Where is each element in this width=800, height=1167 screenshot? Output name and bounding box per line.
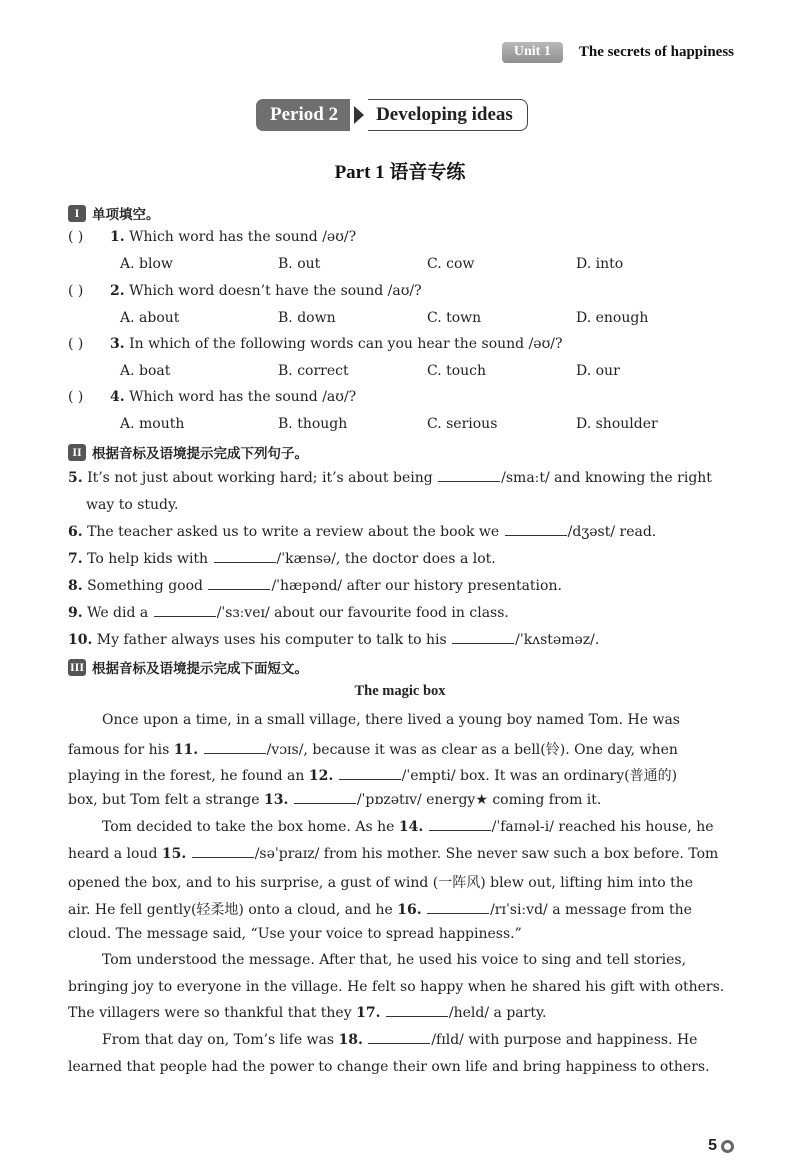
item-6: 6. The teacher asked us to write a review about the book we /dʒəst/ read. bbox=[68, 524, 657, 540]
unit-badge: Unit 1 bbox=[502, 42, 563, 63]
item-10: 10. My father always uses his computer to talk to his /ˈkʌstəməz/. bbox=[68, 632, 600, 648]
blank-13[interactable] bbox=[294, 792, 356, 804]
page-header bbox=[502, 42, 734, 63]
blank-6[interactable] bbox=[505, 524, 567, 536]
story-line-14: learned that people had the power to change their own life and bring happiness to others. bbox=[68, 1059, 710, 1075]
blank-8[interactable] bbox=[208, 578, 270, 590]
question-4: ( ) 4. Which word has the sound /aʊ/? bbox=[68, 389, 357, 405]
story-line-6: heard a loud 15. /səˈpraɪz/ from his mother. She never saw such a box before. Tom bbox=[68, 846, 719, 862]
item-5-cont: way to study. bbox=[86, 497, 179, 513]
section-1-numeral: I bbox=[68, 205, 86, 222]
section-1-title: 单项填空。 bbox=[92, 207, 160, 223]
story-line-10: Tom understood the message. After that, he used his voice to sing and tell stories, bbox=[102, 952, 687, 968]
option-4a: A. mouth bbox=[120, 416, 185, 432]
section-3-title: 根据音标及语境提示完成下面短文。 bbox=[92, 661, 308, 677]
story-line-2: famous for his 11. /vɔɪs/, because it was as clear as a bell(铃). One day, when bbox=[68, 742, 678, 758]
option-4b: B. though bbox=[278, 416, 348, 432]
blank-18[interactable] bbox=[368, 1032, 430, 1044]
section-1-heading bbox=[68, 203, 160, 223]
part-title: Part 1 语音专练 bbox=[334, 162, 466, 183]
blank-7[interactable] bbox=[214, 551, 276, 563]
section-2-numeral: II bbox=[68, 444, 86, 461]
option-4c: C. serious bbox=[427, 416, 498, 432]
blank-11[interactable] bbox=[204, 742, 266, 754]
option-2a: A. about bbox=[120, 310, 180, 326]
option-2b: B. down bbox=[278, 310, 336, 326]
section-2-heading bbox=[68, 442, 308, 462]
question-3: ( ) 3. In which of the following words can you hear the sound /əʊ/? bbox=[68, 336, 563, 352]
answer-paren[interactable]: ( ) bbox=[68, 229, 84, 245]
story-line-1: Once upon a time, in a small village, there lived a young boy named Tom. He was bbox=[102, 712, 680, 728]
story-line-9: cloud. The message said, “Use your voice to spread happiness.” bbox=[68, 926, 522, 942]
answer-paren[interactable]: ( ) bbox=[68, 336, 84, 352]
story-line-3: playing in the forest, he found an 12. /ˈempti/ box. It was an ordinary(普通的) bbox=[68, 768, 678, 784]
option-2d: D. enough bbox=[576, 310, 649, 326]
blank-10[interactable] bbox=[452, 632, 514, 644]
gear-icon bbox=[721, 1140, 734, 1153]
story-title: The magic box bbox=[354, 683, 446, 699]
answer-paren[interactable]: ( ) bbox=[68, 283, 84, 299]
story-line-12: The villagers were so thankful that they 17. /held/ a party. bbox=[68, 1005, 547, 1021]
period-title: Developing ideas bbox=[368, 99, 528, 131]
question-1: ( ) 1. Which word has the sound /əʊ/? bbox=[68, 229, 357, 245]
story-line-13: From that day on, Tom’s life was 18. /fɪld/ with purpose and happiness. He bbox=[102, 1032, 698, 1048]
blank-12[interactable] bbox=[339, 768, 401, 780]
option-3d: D. our bbox=[576, 363, 620, 379]
option-2c: C. town bbox=[427, 310, 482, 326]
option-4d: D. shoulder bbox=[576, 416, 658, 432]
period-banner bbox=[256, 99, 528, 131]
item-7: 7. To help kids with /ˈkænsə/, the doctor does a lot. bbox=[68, 551, 496, 567]
arrow-right-icon bbox=[354, 106, 364, 124]
question-2: ( ) 2. Which word doesn’t have the sound /aʊ/? bbox=[68, 283, 422, 299]
blank-14[interactable] bbox=[429, 819, 491, 831]
blank-17[interactable] bbox=[386, 1005, 448, 1017]
item-9: 9. We did a /ˈsɜːveɪ/ about our favourite food in class. bbox=[68, 605, 509, 621]
answer-paren[interactable]: ( ) bbox=[68, 389, 84, 405]
page-number: 5 bbox=[708, 1137, 734, 1155]
header-title: The secrets of happiness bbox=[578, 44, 734, 60]
option-3c: C. touch bbox=[427, 363, 487, 379]
blank-16[interactable] bbox=[427, 902, 489, 914]
item-8: 8. Something good /ˈhæpənd/ after our history presentation. bbox=[68, 578, 562, 594]
section-3-numeral: III bbox=[69, 659, 84, 674]
option-3a: A. boat bbox=[120, 363, 171, 379]
section-3-heading bbox=[68, 657, 308, 677]
section-2-title: 根据音标及语境提示完成下列句子。 bbox=[92, 446, 308, 462]
period-label: Period 2 bbox=[256, 99, 350, 131]
item-5: 5. It’s not just about working hard; it’s about being /smaːt/ and knowing the right bbox=[68, 470, 712, 486]
option-1b: B. out bbox=[278, 256, 321, 272]
option-1d: D. into bbox=[576, 256, 624, 272]
story-line-11: bringing joy to everyone in the village. He felt so happy when he shared his gift with others. bbox=[68, 979, 725, 995]
blank-15[interactable] bbox=[192, 846, 254, 858]
blank-5[interactable] bbox=[438, 470, 500, 482]
story-line-8: air. He fell gently(轻柔地) onto a cloud, and he 16. /rɪˈsiːvd/ a message from the bbox=[68, 902, 692, 918]
blank-9[interactable] bbox=[154, 605, 216, 617]
option-1a: A. blow bbox=[120, 256, 173, 272]
option-1c: C. cow bbox=[427, 256, 475, 272]
story-line-5: Tom decided to take the box home. As he 14. /ˈfaɪnəl-i/ reached his house, he bbox=[102, 819, 714, 835]
story-line-4: box, but Tom felt a strange 13. /ˈpɒzətɪv/ energy★ coming from it. bbox=[68, 792, 602, 808]
option-3b: B. correct bbox=[278, 363, 349, 379]
story-line-7: opened the box, and to his surprise, a gust of wind (一阵风) blew out, lifting him into the bbox=[68, 875, 694, 891]
